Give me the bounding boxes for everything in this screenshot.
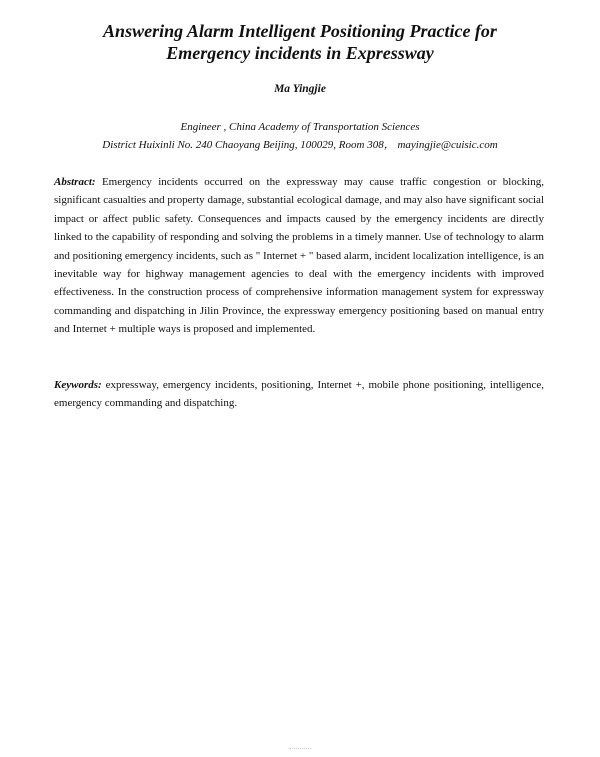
page-footer-mark <box>289 748 311 750</box>
abstract-text: Emergency incidents occurred on the expressway may cause traffic congestion or blocking, significant casualties and property damage, substantial ecological damage, and may also have significant social impact or affect public safety. Consequences and impacts caused by the emergency incidents are directly linked to the capability of responding and solving the problems in a timely manner. Use of technology to alarm and positioning emergency incidents, such as " Internet + " based alarm, incident localization intelligence, is an inevitable way for highway management agencies to deal with the emergency incidents with improved effectiveness. In the construction process of comprehensive information management system for expressway commanding and dispatching in Jilin Province, the expressway emergency positioning based on manual entry and Internet + multiple ways is proposed and implemented. <box>54 176 544 336</box>
author-address: District Huixinli No. 240 Chaoyang Beijing, 100029, Room 308， mayingjie@cuisic.com <box>102 139 498 151</box>
paper-title <box>40 20 560 64</box>
author-affiliation: Engineer , China Academy of Transportation Sciences <box>180 121 420 133</box>
paper-title-line-1: Answering Alarm Intelligent Positioning Practice for <box>103 21 497 41</box>
author-name: Ma Yingjie <box>274 83 326 95</box>
abstract-paragraph <box>54 173 544 339</box>
keywords-paragraph <box>54 376 544 413</box>
paper-title-line-2: Emergency incidents in Expressway <box>166 43 434 63</box>
keywords-text: expressway, emergency incidents, positioning, Internet +, mobile phone positioning, intelligence, emergency commanding and dispatching. <box>54 379 544 410</box>
keywords-label: Keywords: <box>54 379 102 391</box>
abstract-label: Abstract: <box>54 176 96 188</box>
